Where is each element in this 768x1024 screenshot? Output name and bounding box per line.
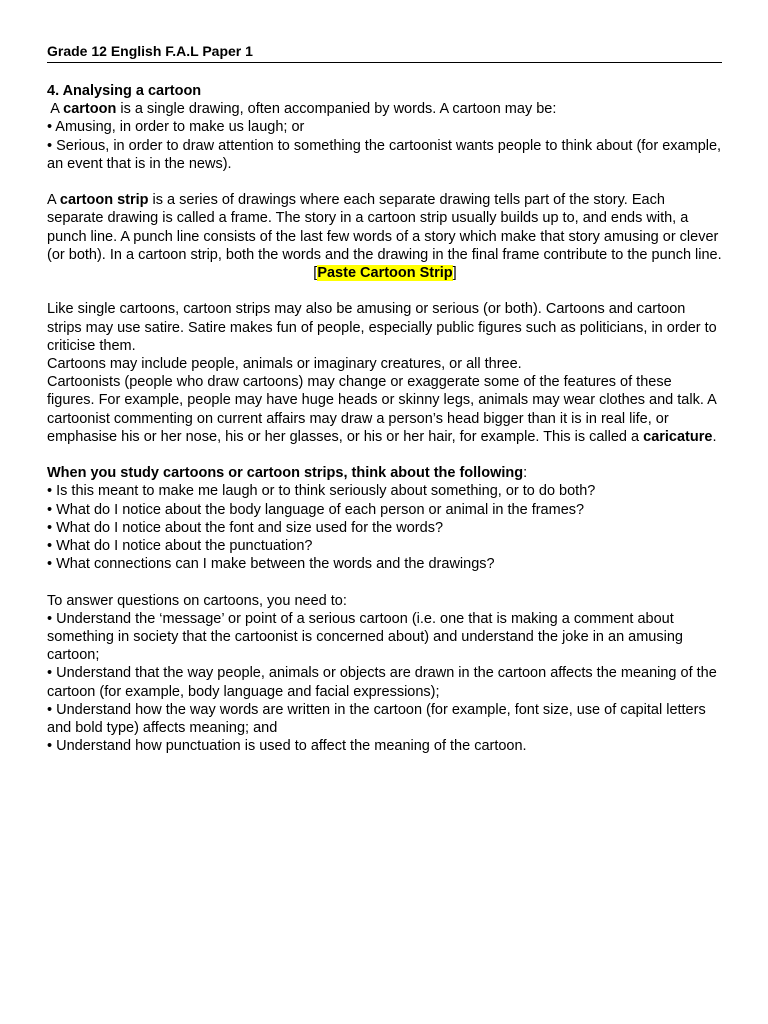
- include-paragraph: Cartoons may include people, animals or imaginary creatures, or all three.: [47, 356, 522, 373]
- spacer: [47, 573, 723, 591]
- list-item: • What connections can I make between the words and the drawings?: [47, 556, 495, 573]
- answer-intro: To answer questions on cartoons, you need to:: [47, 592, 347, 609]
- spacer: [47, 282, 723, 300]
- list-item: • Is this meant to make me laugh or to think seriously about something, or to do both?: [47, 483, 596, 500]
- list-item: • Serious, in order to draw attention to something the cartoonist wants people to think about (for example, an event that is in the news).: [47, 137, 722, 172]
- caricature-paragraph: Cartoonists (people who draw cartoons) may change or exaggerate some of the features of these figures. For example, people may have huge heads or skinny legs, animals may wear clothes and talk. A cartoonist commenting on current affairs may draw a person’s head bigger than it is in real life, or emphasise his or her nose, his or her glasses, or his or her hair, for example. This is called a caricature.: [47, 374, 717, 445]
- paste-placeholder: [Paste Cartoon Strip]: [313, 265, 457, 282]
- page-header-title: Grade 12 English F.A.L Paper 1: [47, 42, 722, 63]
- spacer: [47, 446, 723, 464]
- study-heading: When you study cartoons or cartoon strips, think about the following:: [47, 465, 528, 482]
- spacer: [47, 173, 723, 191]
- cartoon-strip-paragraph: A cartoon strip is a series of drawings where each separate drawing tells part of the story. Each separate drawing is called a frame. The story in a cartoon strip usually builds up to, and ends with, a punch line. A punch line consists of the last few words of a story which make that story amusing or clever (or both). In a cartoon strip, both the words and the drawing in the final frame contribute to the punch line.: [47, 192, 722, 263]
- list-item: • What do I notice about the font and size used for the words?: [47, 519, 444, 536]
- section-heading: 4. Analysing a cartoon: [47, 83, 202, 99]
- list-item: • Understand that the way people, animals or objects are drawn in the cartoon affects the meaning of the cartoon (for example, body language and facial expressions);: [47, 665, 717, 700]
- satire-paragraph: Like single cartoons, cartoon strips may also be amusing or serious (or both). Cartoons and cartoon strips may use satire. Satire makes fun of people, especially public figures such as politicians, in order to criticise them.: [47, 301, 717, 354]
- document-body: [47, 82, 723, 755]
- list-item: • Understand how punctuation is used to affect the meaning of the cartoon.: [47, 738, 527, 755]
- list-item: • What do I notice about the punctuation?: [47, 538, 313, 555]
- paste-placeholder-label: Paste Cartoon Strip: [317, 265, 453, 282]
- list-item: • Amusing, in order to make us laugh; or: [47, 119, 305, 136]
- intro-paragraph: A cartoon is a single drawing, often accompanied by words. A cartoon may be:: [47, 101, 557, 118]
- list-item: • Understand how the way words are written in the cartoon (for example, font size, use of capital letters and bold type) affects meaning; and: [47, 701, 706, 737]
- list-item: • Understand the ‘message’ or point of a serious cartoon (i.e. one that is making a comment about something in society that the cartoonist is concerned about) and understand the joke in an amusing cartoon;: [47, 610, 683, 664]
- list-item: • What do I notice about the body language of each person or animal in the frames?: [47, 501, 585, 518]
